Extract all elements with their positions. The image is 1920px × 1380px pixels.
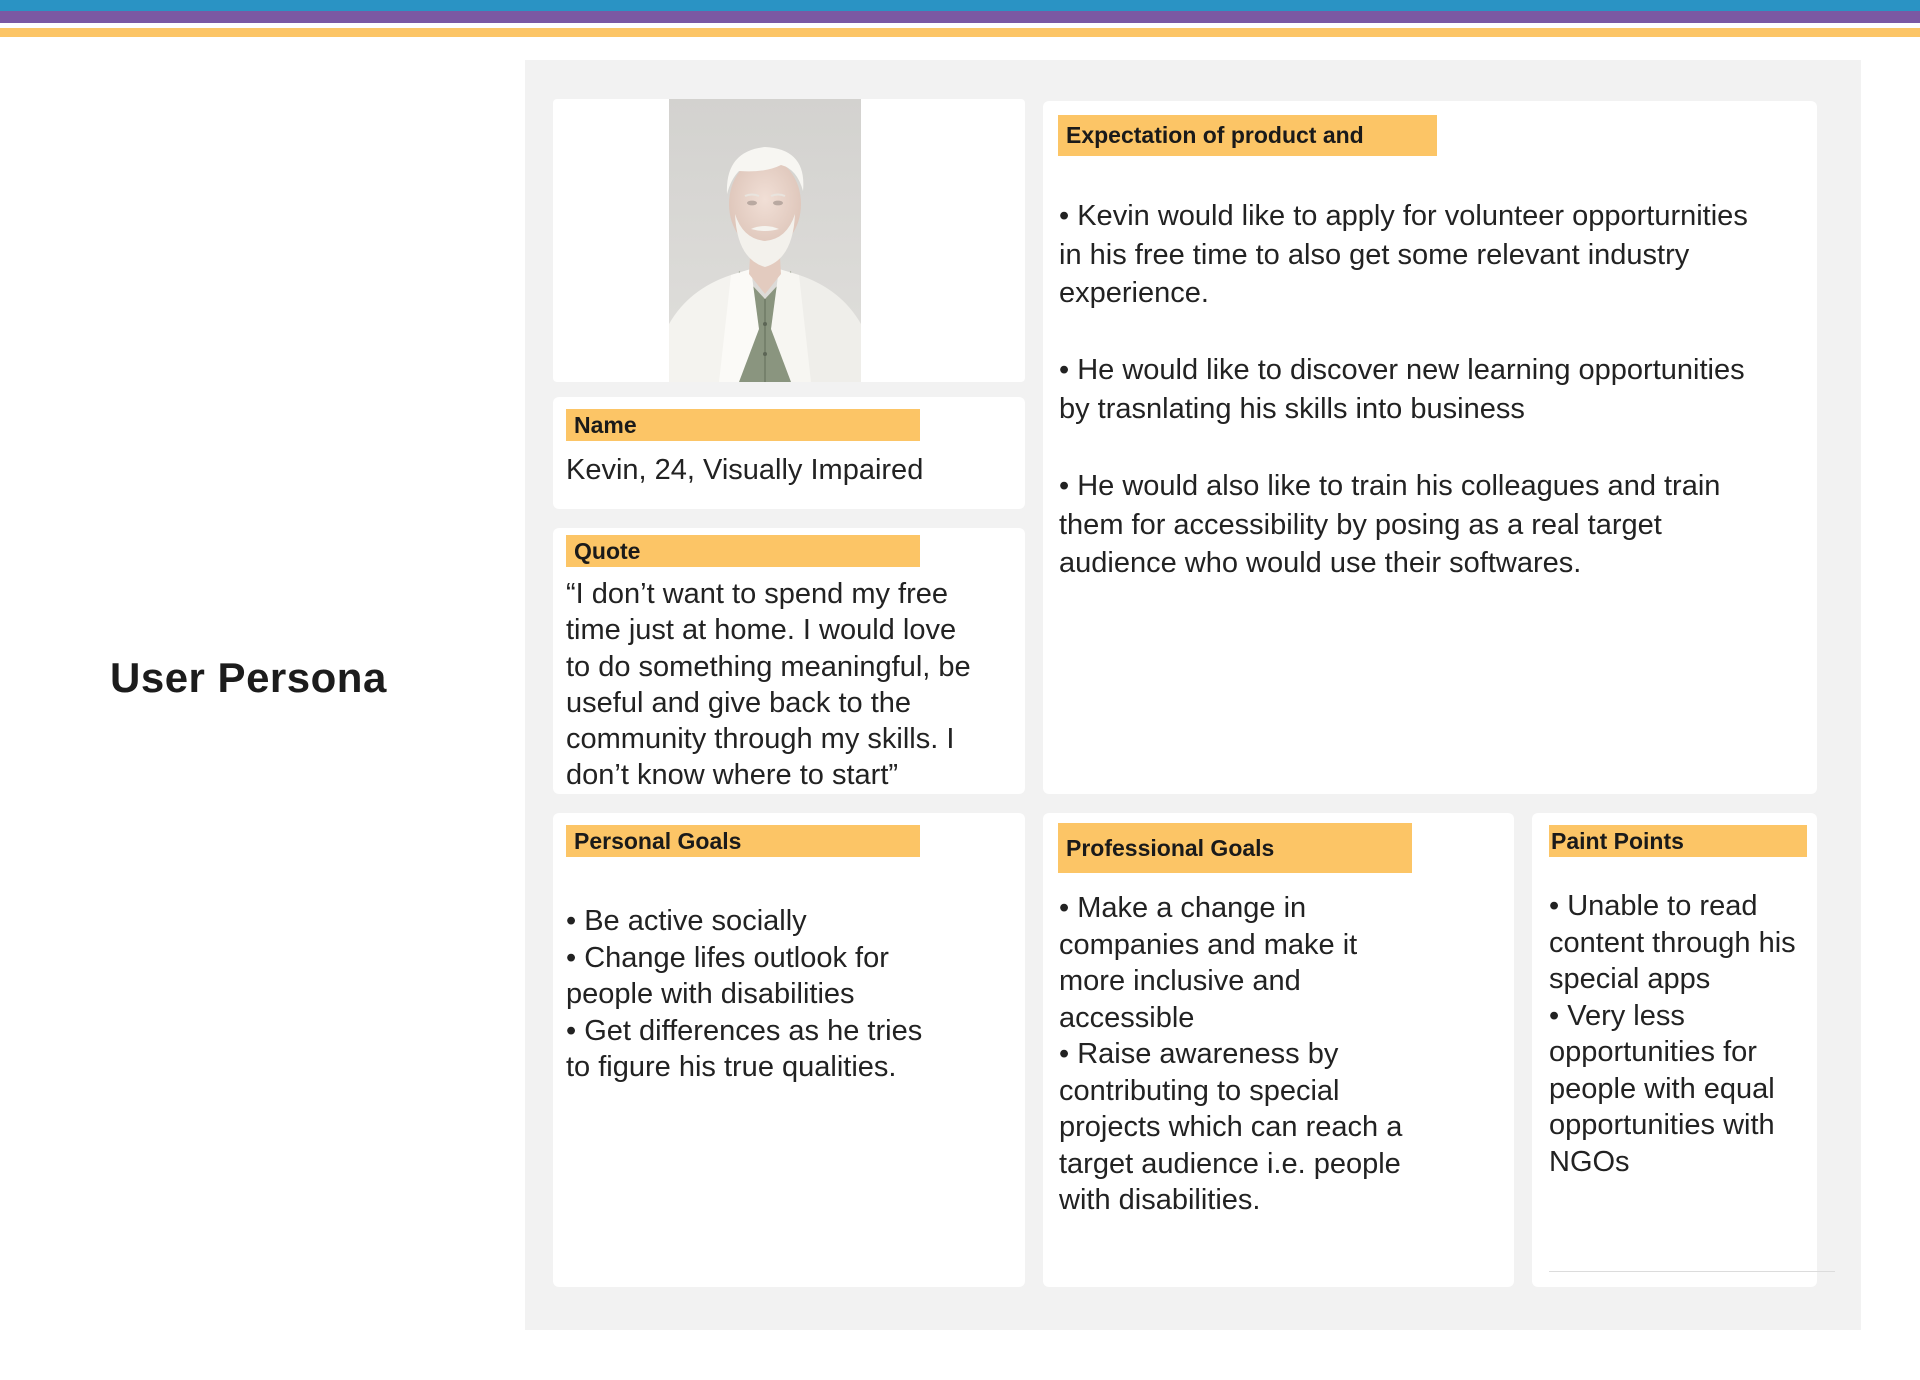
list-item: • Be active socially [566, 903, 926, 940]
list-item: • Get differences as he tries to figure his true qualities. [566, 1013, 926, 1086]
pain-points-label: Paint Points [1549, 825, 1807, 857]
page-title: User Persona [110, 654, 387, 701]
list-item: • Very less opportunities for people with equal opportunities with NGOs [1549, 998, 1811, 1181]
pain-points-list [1549, 888, 1811, 1180]
list-item: • Kevin would like to apply for volunteer opporturnities in his free time to also get some relevant industry experience. [1059, 197, 1759, 313]
name-value: Kevin, 24, Visually Impaired [566, 454, 924, 486]
list-item: • He would also like to train his colleagues and train them for accessibility by posing as a real target audience who would use their softwares. [1059, 467, 1759, 583]
expectation-label: Expectation of product and [1058, 115, 1437, 156]
header-stripe-purple [0, 11, 1920, 23]
header-stripe-blue [0, 0, 1920, 11]
professional-goals-list [1059, 890, 1429, 1219]
expectation-list [1059, 197, 1759, 583]
quote-label: Quote [566, 535, 920, 567]
professional-goals-label: Professional Goals [1058, 823, 1412, 873]
name-label: Name [566, 409, 920, 441]
quote-text: “I don’t want to spend my free time just at home. I would love to do something meaningful, be useful and give back to the community through my skills. I don’t know where to start” [566, 578, 971, 792]
personal-goals-label: Personal Goals [566, 825, 920, 857]
persona-portrait-icon [669, 99, 861, 382]
list-item: • Change lifes outlook for people with disabilities [566, 940, 926, 1013]
pain-points-divider [1549, 1271, 1835, 1272]
header-stripe-yellow [0, 28, 1920, 37]
list-item: • Make a change in companies and make it more inclusive and accessible [1059, 890, 1429, 1036]
list-item: • Unable to read content through his special apps [1549, 888, 1811, 998]
personal-goals-list [566, 903, 926, 1086]
list-item: • Raise awareness by contributing to special projects which can reach a target audience i.e. people with disabilities. [1059, 1036, 1429, 1219]
list-item: • He would like to discover new learning opportunities by trasnlating his skills into business [1059, 351, 1759, 428]
